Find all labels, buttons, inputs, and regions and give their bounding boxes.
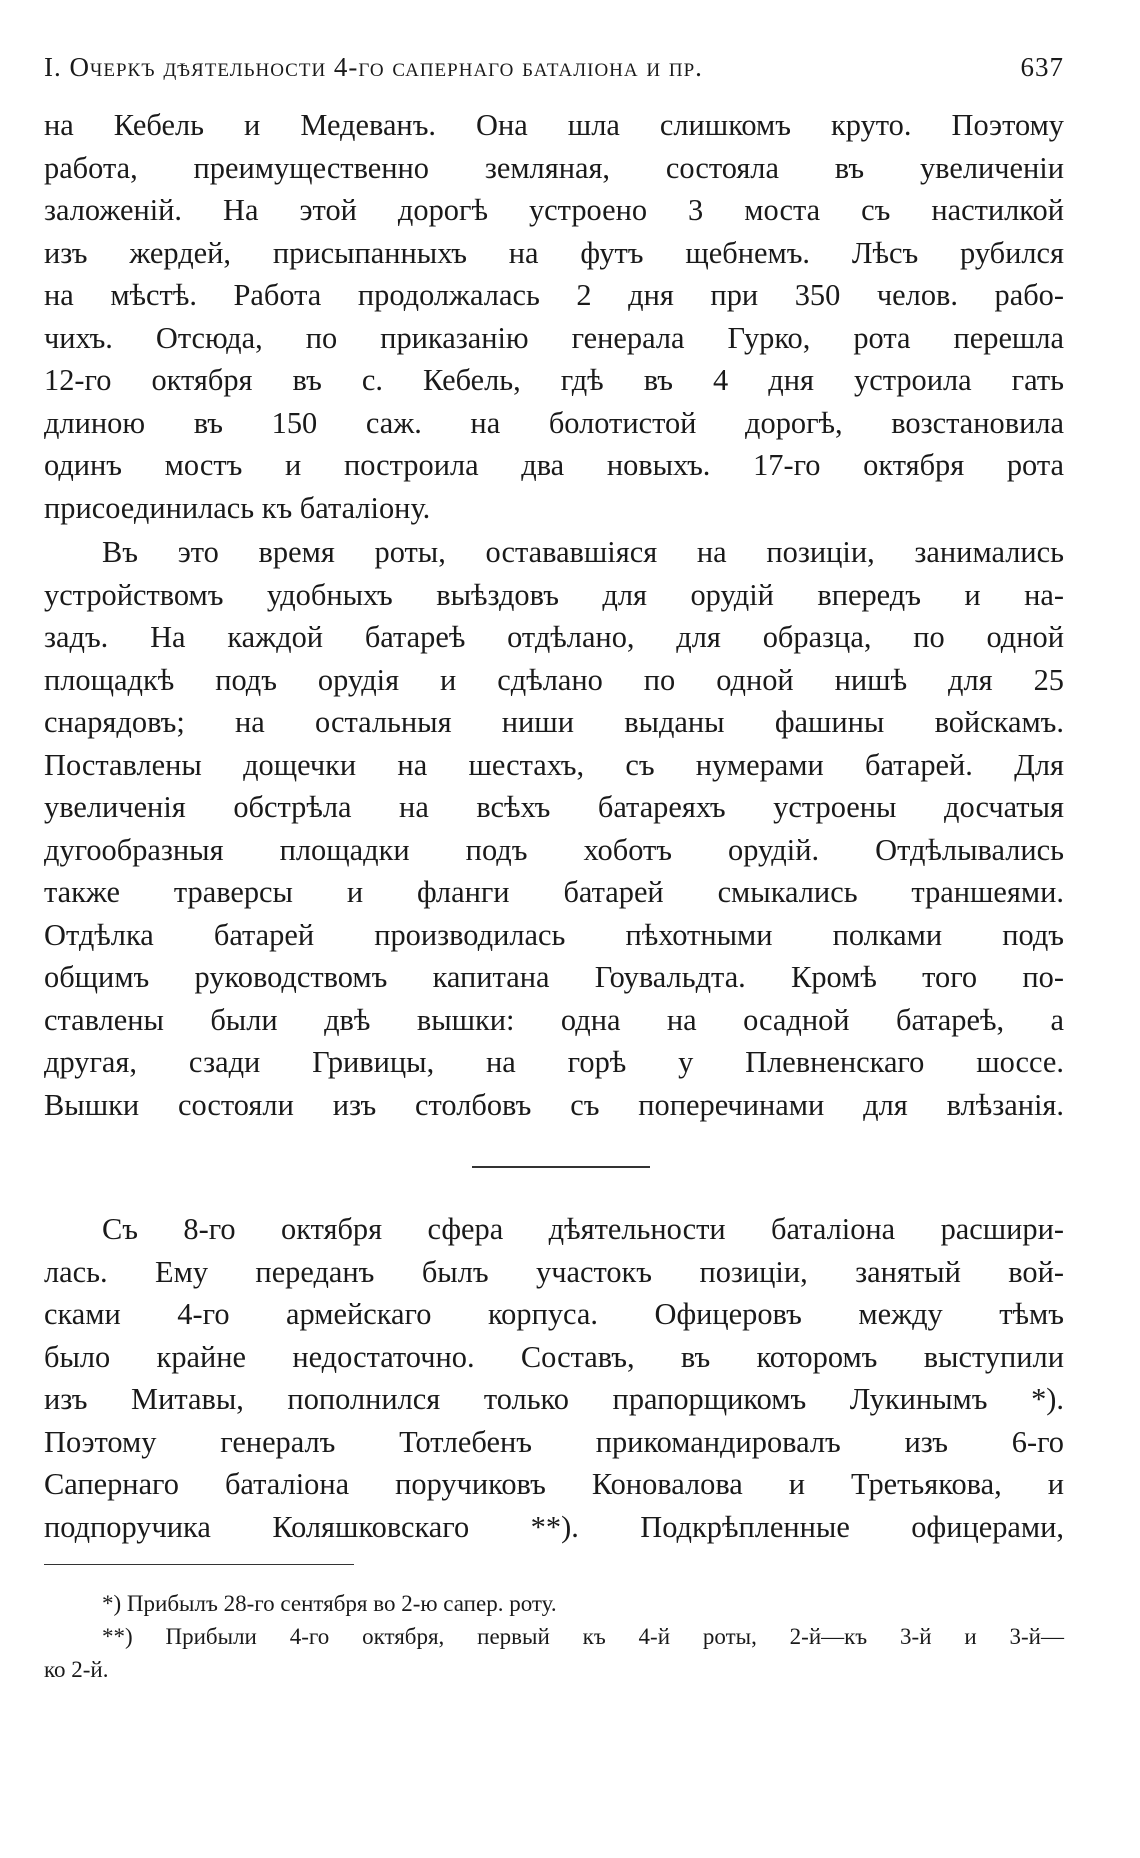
text-line: дугообразныя площадки подъ хоботъ орудій. Отдѣлывались [44, 832, 1064, 867]
paragraph-2 [44, 531, 1064, 1126]
text-line: Вышки состояли изъ столбовъ съ поперечинами для влѣзанія. [44, 1087, 1064, 1122]
text-line: Поэтому генералъ Тотлебенъ прикомандировалъ изъ 6-го [44, 1424, 1064, 1459]
footnote-2-continuation: ко 2-й. [44, 1657, 109, 1682]
footnote-1: *) Прибылъ 28-го сентября во 2-ю сапер. роту. [102, 1591, 557, 1616]
text-line: Отдѣлка батарей производилась пѣхотными полками подъ [44, 917, 1064, 952]
text-line: задъ. На каждой батареѣ отдѣлано, для образца, по одной [44, 620, 1064, 654]
footnote-divider [44, 1564, 354, 1565]
document-page [44, 50, 1064, 1686]
footnote-2: **) Прибыли 4-го октября, первый къ 4-й роты, 2-й—къ 3-й и 3-й— [102, 1624, 1064, 1649]
text-line: Сапернаго баталіона поручиковъ Коновалова и Третьякова, и [44, 1467, 1064, 1501]
text-line: одинъ мостъ и построила два новыхъ. 17-го октября рота [44, 448, 1064, 482]
text-line: ставлены были двѣ вышки: одна на осадной батареѣ, а [44, 1002, 1064, 1037]
text-line: Съ 8-го октября сфера дѣятельности баталіона расшири- [102, 1212, 1064, 1246]
text-line: общимъ руководствомъ капитана Гоувальдта. Кромѣ того по- [44, 960, 1064, 994]
paragraph-1 [44, 104, 1064, 529]
text-line: изъ Митавы, пополнился только прапорщикомъ Лукинымъ *). [44, 1382, 1064, 1416]
text-line: увеличенія обстрѣла на всѣхъ батареяхъ устроены досчатыя [44, 790, 1064, 824]
text-line: присоединилась къ баталіону. [44, 490, 431, 525]
page-number: 637 [1020, 52, 1064, 82]
running-header [44, 50, 1064, 84]
text-line: Въ это время роты, остававшіяся на позиціи, занимались [102, 535, 1064, 569]
text-line: было крайне недостаточно. Составъ, въ которомъ выступили [44, 1339, 1064, 1374]
text-line: 12-го октября въ с. Кебель, гдѣ въ 4 дня устроила гать [44, 363, 1064, 397]
text-line: подпоручика Коляшковскаго **). Подкрѣпленные офицерами, [44, 1509, 1064, 1544]
text-line: снарядовъ; на остальныя ниши выданы фашины войскамъ. [44, 705, 1064, 739]
text-line: другая, сзади Гривицы, на горѣ у Плевненскаго шоссе. [44, 1045, 1064, 1079]
section-divider [472, 1166, 650, 1168]
text-line: на Кебель и Медеванъ. Она шла слишкомъ круто. Поэтому [44, 108, 1064, 142]
text-line: устройствомъ удобныхъ выѣздовъ для орудій впередъ и на- [44, 577, 1064, 612]
text-line: работа, преимущественно земляная, состояла въ увеличеніи [44, 150, 1064, 185]
text-line: также траверсы и фланги батарей смыкались траншеями. [44, 875, 1064, 909]
running-header-title: I. Очеркъ дѣятельности 4-го сапернаго баталіона и пр. [44, 52, 703, 82]
text-line: заложеній. На этой дорогѣ устроено 3 моста съ настилкой [44, 193, 1064, 227]
text-line: лась. Ему переданъ былъ участокъ позиціи, занятый вой- [44, 1254, 1064, 1289]
text-line: изъ жердей, присыпанныхъ на футъ щебнемъ. Лѣсъ рубился [44, 235, 1064, 270]
text-line: чихъ. Отсюда, по приказанію генерала Гурко, рота перешла [44, 320, 1064, 355]
text-line: Поставлены дощечки на шестахъ, съ нумерами батарей. Для [44, 747, 1064, 782]
text-line: сками 4-го армейскаго корпуса. Офицеровъ между тѣмъ [44, 1297, 1064, 1331]
paragraph-3 [44, 1208, 1064, 1548]
text-line: площадкѣ подъ орудія и сдѣлано по одной нишѣ для 25 [44, 662, 1064, 697]
text-line: на мѣстѣ. Работа продолжалась 2 дня при 350 челов. рабо- [44, 278, 1064, 312]
footnotes [44, 1587, 1064, 1686]
text-line: длиною въ 150 саж. на болотистой дорогѣ, возстановила [44, 405, 1064, 440]
